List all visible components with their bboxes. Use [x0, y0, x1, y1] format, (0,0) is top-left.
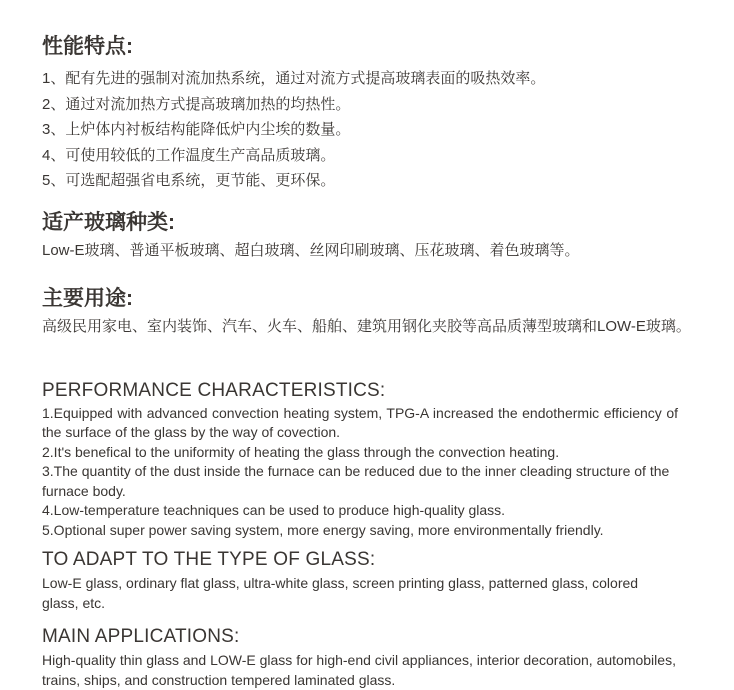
section-cn-glass-types [42, 210, 678, 260]
en-main-applications-heading: MAIN APPLICATIONS: [42, 626, 240, 647]
en-glass-types-body: Low-E glass, ordinary flat glass, ultra-white glass, screen printing glass, patterned glass, colored glass, etc. [42, 575, 639, 611]
section-cn-main-uses [42, 286, 691, 336]
cn-main-uses-body: 高级民用家电、室内装饰、汽车、火车、船舶、建筑用钢化夹胶等高品质薄型玻璃和LOW-E玻璃。 [42, 317, 691, 335]
cn-performance-item: 5、可选配超强省电系统，更节能、更环保。 [42, 172, 336, 189]
en-performance-list [42, 404, 678, 541]
cn-performance-item: 3、上炉体内衬板结构能降低炉内尘埃的数量。 [42, 121, 351, 138]
cn-performance-item: 4、可使用较低的工作温度生产高品质玻璃。 [42, 146, 336, 164]
section-en-performance [42, 380, 678, 541]
section-en-main-applications [42, 626, 678, 690]
cn-glass-types-body: Low-E玻璃、普通平板玻璃、超白玻璃、丝网印刷玻璃、压花玻璃、着色玻璃等。 [42, 241, 580, 259]
cn-performance-item: 1、配有先进的强制对流加热系统，通过对流方式提高玻璃表面的吸热效率。 [42, 70, 546, 87]
en-performance-item: 2.It's benefical to the uniformity of heating the glass through the convection heating. [42, 443, 560, 460]
en-performance-item: 1.Equipped with advanced convection heating system, TPG-A increased the endothermic efficiency of the surface of the glass by the way of covection. [42, 404, 678, 440]
en-main-applications-body: High-quality thin glass and LOW-E glass for high-end civil appliances, interior decoration, automobiles, trains, ships, and construction tempered laminated glass. [42, 652, 676, 688]
en-performance-item: 3.The quantity of the dust inside the furnace can be reduced due to the inner cleading structure of the furnace body. [42, 463, 670, 499]
cn-performance-item: 2、通过对流加热方式提高玻璃加热的均热性。 [42, 95, 351, 113]
en-performance-heading: PERFORMANCE CHARACTERISTICS: [42, 379, 386, 401]
cn-performance-heading: 性能特点: [42, 35, 133, 58]
section-cn-performance [42, 34, 678, 194]
cn-main-uses-heading: 主要用途: [42, 286, 133, 310]
cn-performance-list [42, 66, 678, 194]
en-performance-item: 5.Optional super power saving system, more energy saving, more environmentally friendly. [42, 521, 604, 538]
cn-glass-types-heading: 适产玻璃种类: [42, 210, 175, 234]
en-glass-types-heading: TO ADAPT TO THE TYPE OF GLASS: [42, 549, 376, 570]
section-en-glass-types [42, 549, 678, 613]
en-performance-item: 4.Low-temperature teachniques can be used to produce high-quality glass. [42, 502, 506, 518]
